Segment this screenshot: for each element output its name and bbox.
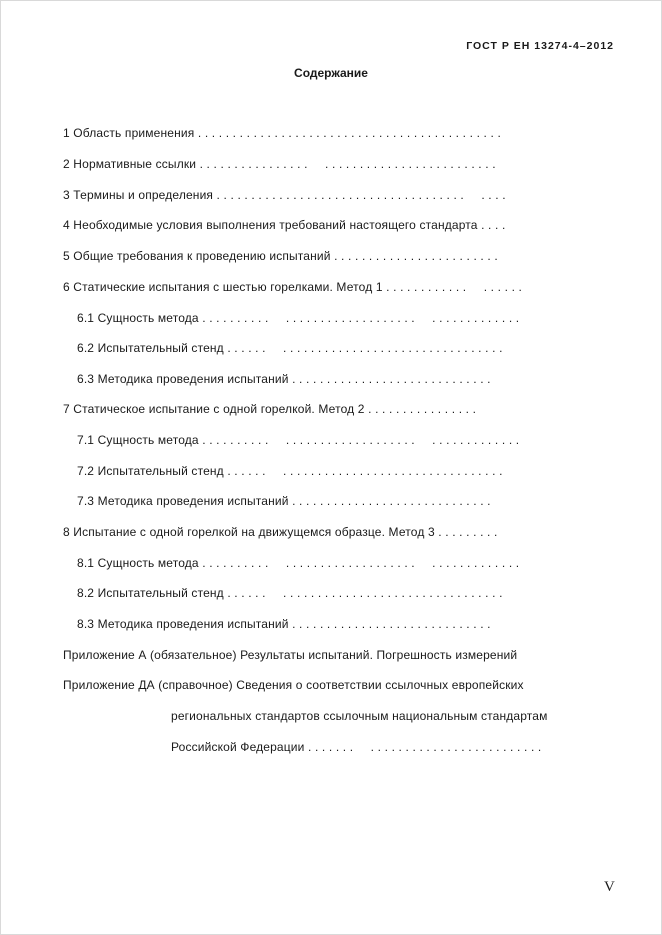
toc-entry-annex-da-cont-2[interactable]: Российской Федерации . . . . . . . . . . . . . . . . . . . . . . . . . . . . . . . . [171, 740, 542, 754]
toc-entry-6-2[interactable]: 6.2 Испытательный стенд . . . . . . . . . . . . . . . . . . . . . . . . . . . . . . . . . . . . . . [77, 341, 503, 355]
toc-entry-8-3[interactable]: 8.3 Методика проведения испытаний . . . . . . . . . . . . . . . . . . . . . . . . . . . . . [77, 617, 491, 631]
toc-entry-7-1[interactable]: 7.1 Сущность метода . . . . . . . . . . . . . . . . . . . . . . . . . . . . . . . . . . . . . . . . . . [77, 433, 520, 447]
toc-title: Содержание [294, 66, 368, 80]
toc-entry-2[interactable]: 2 Нормативные ссылки . . . . . . . . . . . . . . . . . . . . . . . . . . . . . . . . . . . . . . . . . [63, 157, 496, 171]
toc-entry-5[interactable]: 5 Общие требования к проведению испытаний . . . . . . . . . . . . . . . . . . . . . . . . [63, 249, 498, 263]
toc-entry-8-1[interactable]: 8.1 Сущность метода . . . . . . . . . . . . . . . . . . . . . . . . . . . . . . . . . . . . . . . . . . [77, 556, 520, 570]
toc-entry-annex-a[interactable]: Приложение А (обязательное) Результаты испытаний. Погрешность измерений [63, 648, 518, 662]
toc-entry-8[interactable]: 8 Испытание с одной горелкой на движущемся образце. Метод 3 . . . . . . . . . [63, 525, 498, 539]
toc-entry-4[interactable]: 4 Необходимые условия выполнения требований настоящего стандарта . . . . [63, 218, 506, 232]
document-code: ГОСТ Р ЕН 13274-4–2012 [466, 40, 614, 52]
toc-entry-annex-da-cont-1[interactable]: региональных стандартов ссылочным национальным стандартам [171, 709, 548, 723]
toc-entry-8-2[interactable]: 8.2 Испытательный стенд . . . . . . . . . . . . . . . . . . . . . . . . . . . . . . . . . . . . . . [77, 586, 503, 600]
toc-entry-7[interactable]: 7 Статическое испытание с одной горелкой. Метод 2 . . . . . . . . . . . . . . . . [63, 402, 477, 416]
toc-entry-annex-da[interactable]: Приложение ДА (справочное) Сведения о соответствии ссылочных европейских [63, 678, 524, 692]
toc-entry-6-3[interactable]: 6.3 Методика проведения испытаний . . . . . . . . . . . . . . . . . . . . . . . . . . . . . [77, 372, 491, 386]
toc-entry-6[interactable]: 6 Статические испытания с шестью горелками. Метод 1 . . . . . . . . . . . . . . . . . . [63, 280, 523, 294]
toc-entry-7-2[interactable]: 7.2 Испытательный стенд . . . . . . . . . . . . . . . . . . . . . . . . . . . . . . . . . . . . . . [77, 464, 503, 478]
toc-entry-7-3[interactable]: 7.3 Методика проведения испытаний . . . . . . . . . . . . . . . . . . . . . . . . . . . . . [77, 494, 491, 508]
toc-entry-1[interactable]: 1 Область применения . . . . . . . . . . . . . . . . . . . . . . . . . . . . . . . . . . . . . . . . . . . . [63, 126, 501, 140]
toc-entry-3[interactable]: 3 Термины и определения . . . . . . . . . . . . . . . . . . . . . . . . . . . . . . . . . . . . . . . . [63, 188, 506, 202]
toc-entry-6-1[interactable]: 6.1 Сущность метода . . . . . . . . . . . . . . . . . . . . . . . . . . . . . . . . . . . . . . . . . . [77, 311, 520, 325]
page-number: V [604, 879, 615, 895]
